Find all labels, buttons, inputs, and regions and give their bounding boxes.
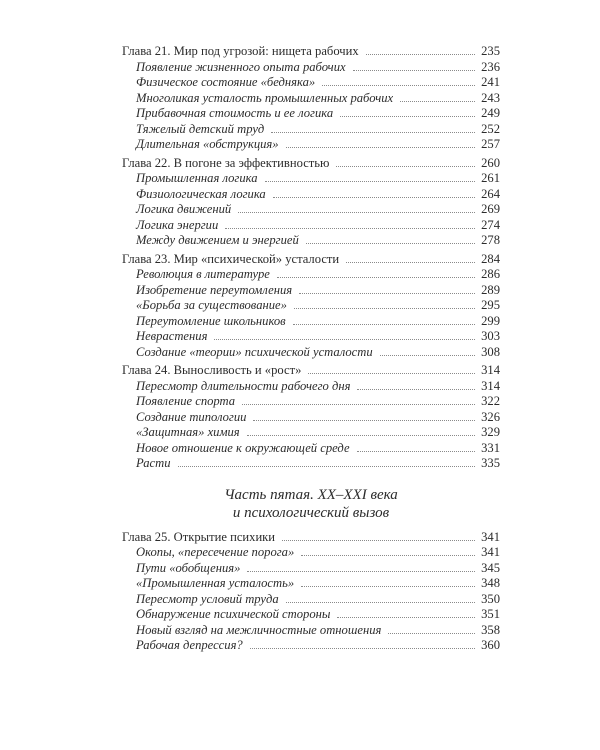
chapter-entry [122, 156, 500, 172]
page-number: 261 [481, 171, 500, 185]
section-entry [122, 283, 500, 299]
dot-leader [366, 54, 475, 55]
dot-leader [306, 243, 475, 244]
section-title: Логика движений [136, 202, 235, 218]
page-number: 299 [481, 313, 500, 328]
page-number: 269 [481, 202, 500, 216]
chapter-entry [122, 252, 500, 268]
section-entry [122, 91, 500, 107]
section-entry [122, 425, 500, 441]
page-number: 236 [481, 59, 500, 74]
section-title: Неврастения [136, 329, 211, 345]
dot-leader [340, 116, 475, 117]
section-entry [122, 298, 500, 314]
dot-leader [400, 101, 475, 102]
dot-leader [346, 262, 475, 263]
dot-leader [294, 308, 475, 309]
chapter-title: Глава 24. Выносливость и «рост» [122, 363, 305, 379]
dot-leader [388, 633, 475, 634]
dot-leader [380, 355, 475, 356]
dot-leader [337, 617, 475, 618]
section-entry [122, 623, 500, 639]
chapter-entry [122, 530, 500, 546]
dot-leader [308, 373, 475, 374]
dot-leader [277, 277, 475, 278]
section-title: Новое отношение к окружающей среде [136, 441, 354, 457]
section-title: Обнаружение психической стороны [136, 607, 334, 623]
page-number: 360 [481, 638, 500, 652]
section-title: Длительная «обструкция» [136, 137, 283, 153]
chapter-title: Глава 25. Открытие психики [122, 530, 279, 546]
page-number: 322 [481, 394, 500, 408]
section-entry [122, 171, 500, 187]
section-entry [122, 60, 500, 76]
chapter-title: Глава 23. Мир «психической» усталости [122, 252, 343, 268]
page-number: 286 [481, 267, 500, 281]
page-number: 243 [481, 90, 500, 105]
page-number: 257 [481, 137, 500, 151]
page-number: 252 [481, 121, 500, 136]
page-number: 264 [481, 186, 500, 201]
section-entry [122, 75, 500, 91]
section-entry [122, 187, 500, 203]
section-title: Появление спорта [136, 394, 239, 410]
page-number: 314 [481, 378, 500, 393]
section-title: Тяжелый детский труд [136, 122, 268, 138]
dot-leader [286, 602, 475, 603]
page-number: 308 [481, 344, 500, 359]
part-heading-line-1: Часть пятая. XX–XXI века [224, 486, 398, 503]
chapter-title: Глава 21. Мир под угрозой: нищета рабочих [122, 44, 363, 60]
dot-leader [238, 212, 475, 213]
section-entry [122, 106, 500, 122]
page-number: 335 [481, 456, 500, 470]
dot-leader [271, 132, 475, 133]
page-number: 278 [481, 233, 500, 247]
dot-leader [225, 228, 475, 229]
section-entry [122, 561, 500, 577]
chapter-entry [122, 363, 500, 379]
dot-leader [265, 181, 476, 182]
section-title: Изобретение переутомления [136, 283, 296, 299]
section-title: Пересмотр условий труда [136, 592, 283, 608]
section-title: Рабочая депрессия? [136, 638, 247, 654]
section-title: Революция в литературе [136, 267, 274, 283]
dot-leader [250, 648, 475, 649]
page-number: 241 [481, 75, 500, 89]
section-title: Между движением и энергией [136, 233, 303, 249]
part-heading-line-2: и психологический вызов [232, 504, 390, 521]
chapter-group [122, 252, 500, 361]
section-entry [122, 202, 500, 218]
page-number: 235 [481, 44, 500, 58]
dot-leader [353, 70, 475, 71]
page-number: 284 [481, 251, 500, 266]
dot-leader [214, 339, 475, 340]
dot-leader [247, 435, 475, 436]
chapter-group [122, 44, 500, 153]
page-number: 289 [481, 282, 500, 297]
section-title: Пути «обобщения» [136, 561, 244, 577]
dot-leader [301, 555, 475, 556]
page-number: 274 [481, 217, 500, 232]
section-title: Создание типологии [136, 410, 250, 426]
section-title: Создание «теории» психической усталости [136, 345, 377, 361]
section-title: «Защитная» химия [136, 425, 244, 441]
chapter-entry [122, 44, 500, 60]
section-title: Физическое состояние «бедняка» [136, 75, 319, 91]
dot-leader [301, 586, 475, 587]
section-entry [122, 456, 500, 472]
section-entry [122, 592, 500, 608]
section-entry [122, 410, 500, 426]
dot-leader [253, 420, 475, 421]
section-title: Логика энергии [136, 218, 222, 234]
page-number: 348 [481, 576, 500, 590]
section-title: «Промышленная усталость» [136, 576, 298, 592]
section-entry [122, 379, 500, 395]
section-entry [122, 394, 500, 410]
section-entry [122, 329, 500, 345]
section-title: Промышленная логика [136, 171, 262, 187]
section-title: «Борьба за существование» [136, 298, 291, 314]
section-entry [122, 137, 500, 153]
dot-leader [178, 466, 476, 467]
section-title: Многоликая усталость промышленных рабочих [136, 91, 397, 107]
page-number: 314 [481, 363, 500, 377]
page-number: 331 [481, 440, 500, 455]
page-number: 358 [481, 622, 500, 637]
chapter-group [122, 156, 500, 249]
section-entry [122, 233, 500, 249]
section-entry [122, 314, 500, 330]
part-heading [122, 486, 500, 522]
page-number: 341 [481, 529, 500, 544]
section-entry [122, 638, 500, 654]
chapter-group [122, 363, 500, 472]
dot-leader [247, 571, 475, 572]
page-number: 249 [481, 106, 500, 120]
dot-leader [293, 324, 475, 325]
page-number: 351 [481, 607, 500, 621]
chapters-part-four [122, 44, 500, 472]
page-number: 260 [481, 155, 500, 170]
chapter-title: Глава 22. В погоне за эффективностью [122, 156, 333, 172]
section-entry [122, 345, 500, 361]
section-title: Физиологическая логика [136, 187, 270, 203]
section-title: Расти [136, 456, 175, 472]
section-entry [122, 441, 500, 457]
dot-leader [282, 540, 475, 541]
dot-leader [286, 147, 475, 148]
chapter-group [122, 530, 500, 654]
section-entry [122, 218, 500, 234]
dot-leader [273, 197, 475, 198]
dot-leader [322, 85, 475, 86]
section-title: Переутомление школьников [136, 314, 290, 330]
page-number: 341 [481, 545, 500, 559]
page-number: 326 [481, 409, 500, 424]
dot-leader [242, 404, 475, 405]
page-number: 345 [481, 560, 500, 575]
section-title: Прибавочная стоимость и ее логика [136, 106, 337, 122]
section-entry [122, 122, 500, 138]
page-number: 350 [481, 591, 500, 606]
section-entry [122, 576, 500, 592]
dot-leader [357, 451, 475, 452]
section-entry [122, 545, 500, 561]
page-number: 295 [481, 298, 500, 312]
dot-leader [299, 293, 475, 294]
section-entry [122, 267, 500, 283]
chapters-part-five [122, 530, 500, 654]
dot-leader [357, 389, 475, 390]
page-number: 303 [481, 329, 500, 343]
table-of-contents [122, 44, 500, 657]
page-number: 329 [481, 425, 500, 439]
section-title: Появление жизненного опыта рабочих [136, 60, 350, 76]
section-title: Пересмотр длительности рабочего дня [136, 379, 354, 395]
section-entry [122, 607, 500, 623]
section-title: Новый взгляд на межличностные отношения [136, 623, 385, 639]
section-title: Окопы, «пересечение порога» [136, 545, 298, 561]
dot-leader [336, 166, 475, 167]
